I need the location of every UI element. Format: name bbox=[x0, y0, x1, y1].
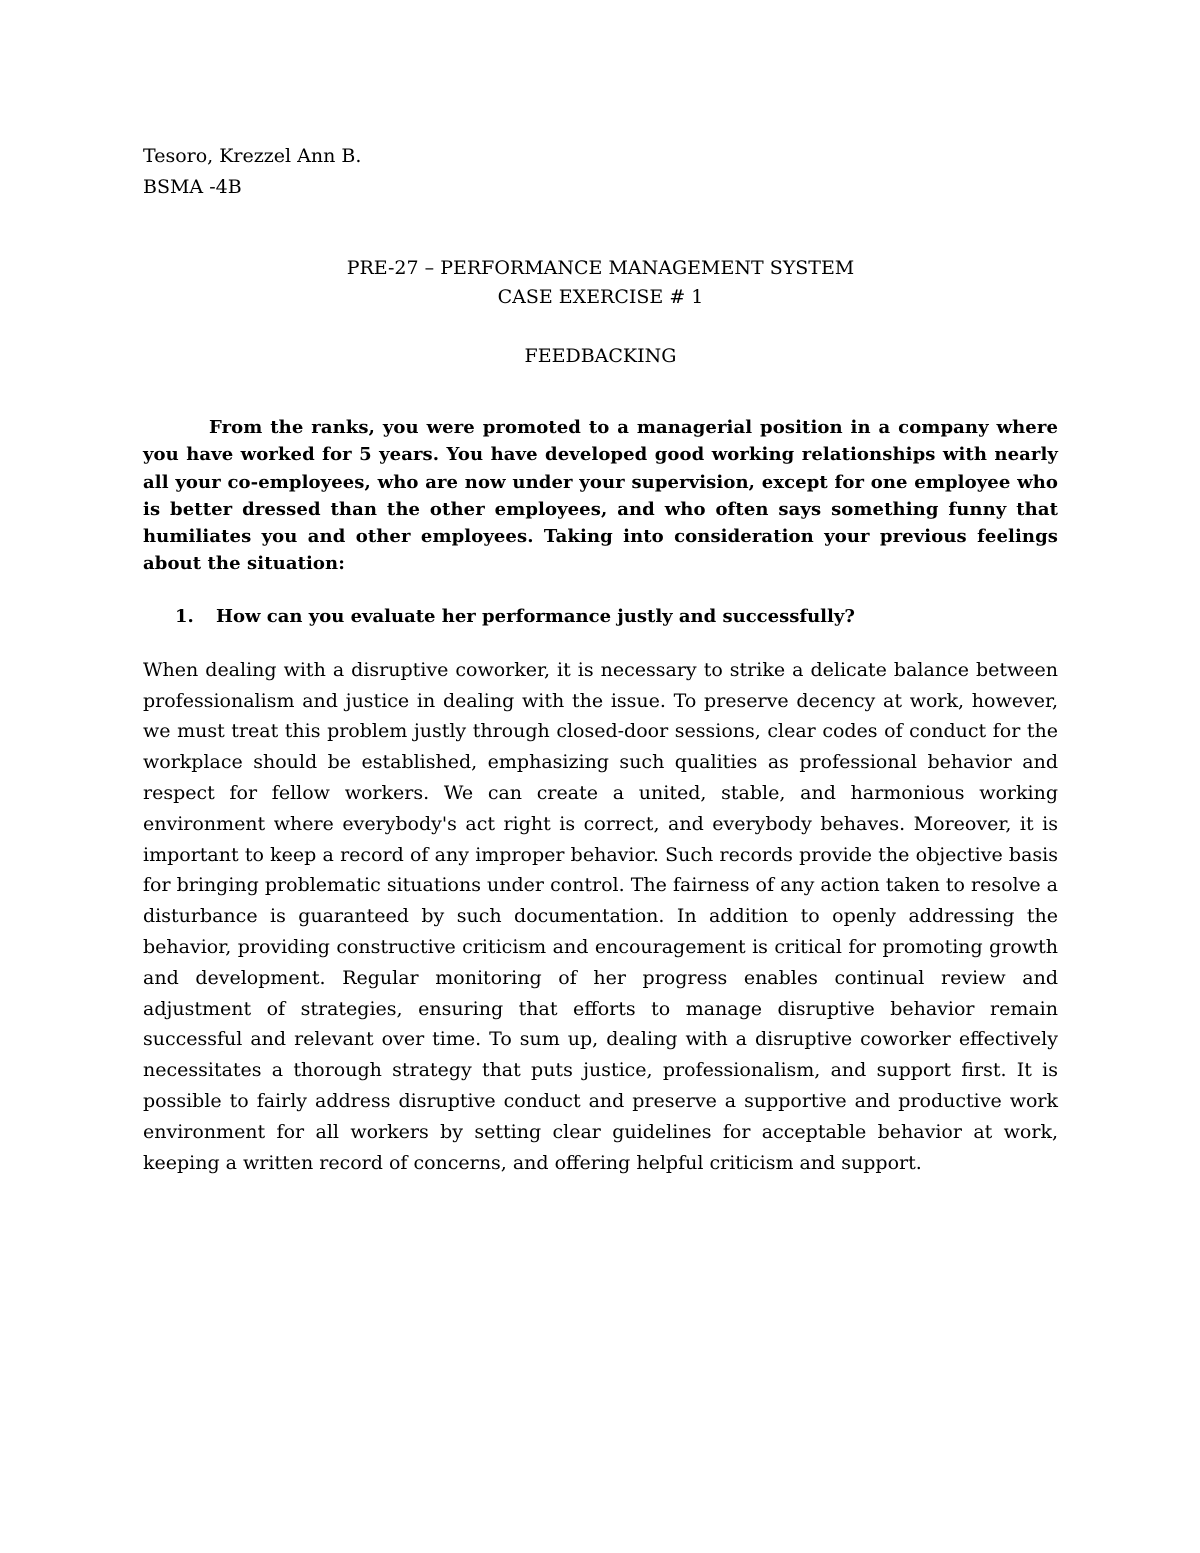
document-page bbox=[143, 141, 1058, 1178]
exercise-title: CASE EXERCISE # 1 bbox=[497, 286, 704, 308]
question-item bbox=[143, 603, 1058, 631]
course-title: PRE-27 – PERFORMANCE MANAGEMENT SYSTEM bbox=[346, 257, 855, 279]
student-name: Tesoro, Krezzel Ann B. bbox=[143, 145, 362, 167]
question-text: How can you evaluate her performance justly and successfully? bbox=[216, 605, 855, 627]
student-section: BSMA -4B bbox=[143, 176, 242, 198]
question-number: 1. bbox=[175, 605, 194, 627]
answer-paragraph: When dealing with a disruptive coworker, it is necessary to strike a delicate balance between professionalism and justice in dealing with the issue. To preserve decency at work, however, we must treat this problem justly through closed-door sessions, clear codes of conduct for the workplace should be established, emphasizing such qualities as professional behavior and respect for fellow workers. We can create a united, stable, and harmonious working environment where everybody's act right is correct, and everybody behaves. Moreover, it is important to keep a record of any improper behavior. Such records provide the objective basis for bringing problematic situations under control. The fairness of any action taken to resolve a disturbance is guaranteed by such documentation. In addition to openly addressing the behavior, providing constructive criticism and encouragement is critical for promoting growth and development. Regular monitoring of her progress enables continual review and adjustment of strategies, ensuring that efforts to manage disruptive behavior remain successful and relevant over time. To sum up, dealing with a disruptive coworker effectively necessitates a thorough strategy that puts justice, professionalism, and support first. It is possible to fairly address disruptive conduct and preserve a supportive and productive work environment for all workers by setting clear guidelines for acceptable behavior at work, keeping a written record of concerns, and offering helpful criticism and support. bbox=[143, 658, 1058, 1174]
topic-title: FEEDBACKING bbox=[524, 345, 677, 367]
case-prompt: From the ranks, you were promoted to a managerial position in a company where you have worked for 5 years. You have developed good working relationships with nearly all your co-employees, who are now under your supervision, except for one employee who is better dressed than the other employees, and who often says something funny that humiliates you and other employees. Taking into consideration your previous feelings about the situation: bbox=[143, 417, 1058, 575]
